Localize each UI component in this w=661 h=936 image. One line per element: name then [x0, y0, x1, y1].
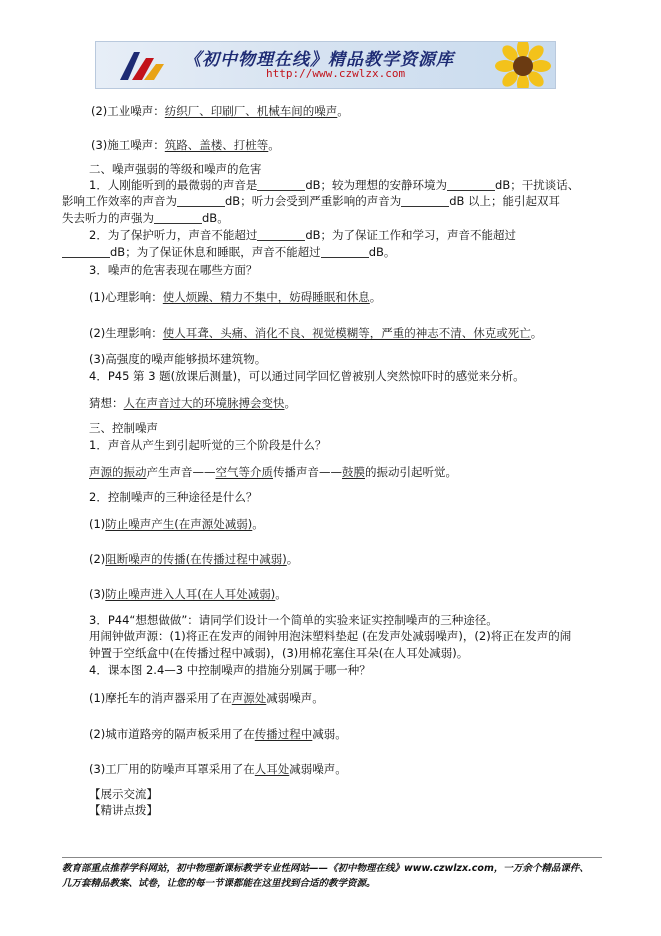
way2-line	[89, 551, 298, 567]
psy-end: 。	[369, 290, 382, 304]
guess-label: 猜想：	[89, 396, 124, 410]
way3-answer: 防止噪声进入人耳(在人耳处减弱)	[105, 587, 276, 601]
way1-pre: (1)	[89, 517, 106, 531]
way1-line	[89, 516, 264, 532]
c1-text-f: 的振动引起听觉。	[365, 465, 457, 479]
q1-text-e: dB；听力会受到严重影响的声音为	[225, 194, 402, 208]
measure1-text-a: (1)摩托车的消声器采用了在	[89, 691, 232, 705]
guess-answer: 人在声音过大的环境脉搏会变快	[123, 396, 285, 410]
q3-question: 3．噪声的危害表现在哪些方面？	[89, 263, 258, 277]
q4-line: 4．P45 第 3 题(放课后测量)，可以通过同学回忆曾被别人突然惊吓时的感觉来分析。	[89, 369, 525, 383]
q1-text-c: dB；干扰谈话、	[495, 178, 580, 192]
q2-line2	[62, 244, 395, 260]
logo-icon	[116, 46, 168, 84]
industrial-noise-line	[91, 103, 349, 119]
measure3-answer: 人耳处	[254, 762, 290, 776]
q2-text-a: 2．为了保护听力，声音不能超过	[89, 228, 258, 242]
q1-line1	[89, 177, 579, 193]
construction-noise-line	[91, 137, 280, 153]
q2-text-c: dB；为了保证休息和睡眠，声音不能超过	[110, 245, 321, 259]
q2-blank-2	[62, 245, 110, 258]
q2-text-d: dB。	[368, 245, 396, 259]
c2-question: 2．控制噪声的三种途径是什么？	[89, 490, 258, 504]
q1-text-f: dB 以上；能引起双耳	[449, 194, 561, 208]
banner-url[interactable]: http://www.czwlzx.com	[266, 67, 406, 80]
lecture-heading: 【精讲点拨】	[89, 803, 158, 817]
section3-title: 三、控制噪声	[89, 421, 158, 435]
c1-answer-a: 声源的振动	[89, 465, 147, 479]
way2-pre: (2)	[89, 552, 106, 566]
q1-blank-4	[401, 194, 449, 207]
phy-label: (2)生理影响：	[89, 326, 163, 340]
q1-text-d: 影响工作效率的声音为	[62, 194, 177, 208]
guess-end: 。	[284, 396, 296, 410]
q1-text-g: 失去听力的声强为	[62, 211, 154, 225]
c3-answer-line2: 钟置于空纸盒中(在传播过程中减弱)，(3)用棉花塞住耳朵(在人耳处减弱)。	[89, 646, 469, 660]
phy-end: 。	[530, 326, 543, 340]
measure2-text-a: (2)城市道路旁的隔声板采用了在	[89, 727, 255, 741]
measure1-answer: 声源处	[231, 691, 267, 705]
measure1-text-b: 减弱噪声。	[266, 691, 324, 705]
q1-blank-2	[447, 178, 495, 191]
psy-answer: 使人烦躁、精力不集中，妨碍睡眠和休息	[162, 290, 370, 304]
measure3-line	[89, 761, 347, 777]
header-banner	[95, 41, 556, 89]
q2-blank-3	[321, 245, 369, 258]
q2-blank-1	[257, 228, 305, 241]
footer-divider	[62, 857, 602, 858]
q1-text-a: 1．人刚能听到的最微弱的声音是	[89, 178, 258, 192]
measure3-text-b: 减弱噪声。	[289, 762, 347, 776]
footer-line1: 教育部重点推荐学科网站，初中物理新课标教学专业性网站——《初中物理在线》www.czwlzx.com，一万余个精品课件、	[62, 863, 589, 874]
measure2-line	[89, 726, 347, 742]
banner-title: 《初中物理在线》精品教学资源库	[184, 50, 454, 70]
construction-end: 。	[268, 138, 280, 152]
measure3-text-a: (3)工厂用的防噪声耳罩采用了在	[89, 762, 255, 776]
way3-line	[89, 586, 287, 602]
q1-line2	[62, 193, 560, 209]
q1-text-b: dB；较为理想的安静环境为	[305, 178, 448, 192]
c3-answer-line1: 用闹钟做声源：(1)将正在发声的闹钟用泡沫塑料垫起 (在发声处减弱噪声)，(2)将正在发声的闹	[89, 629, 572, 643]
measure2-answer: 传播过程中	[254, 727, 313, 741]
c1-answer-line	[89, 464, 457, 480]
c1-question: 1．声音从产生到引起听觉的三个阶段是什么？	[89, 438, 327, 452]
physiological-line	[89, 325, 542, 341]
way3-pre: (3)	[89, 587, 106, 601]
c3-question: 3．P44“想想做做”：请同学们设计一个简单的实验来证实控制噪声的三种途径。	[89, 613, 498, 627]
measure1-line	[89, 690, 324, 706]
guess-line	[89, 395, 296, 411]
c4-question: 4．课本图 2.4—3 中控制噪声的措施分别属于哪一种？	[89, 663, 371, 677]
q1-line3	[62, 210, 229, 226]
construction-label: (3)施工噪声：	[91, 138, 165, 152]
c1-text-b: 产生声音——	[146, 465, 216, 479]
psy-label: (1)心理影响：	[89, 290, 163, 304]
q1-text-h: dB。	[202, 211, 229, 225]
industrial-answer: 纺织厂、印刷厂、机械车间的噪声	[164, 104, 338, 118]
industrial-label: (2)工业噪声：	[91, 104, 165, 118]
footer-line2: 几万套精品教案、试卷，让您的每一节课都能在这里找到合适的教学资源。	[62, 878, 376, 889]
way2-end: 。	[286, 552, 299, 566]
section2-title: 二、噪声强弱的等级和噪声的危害	[89, 162, 262, 176]
strong-noise-line: (3)高强度的噪声能够损坏建筑物。	[89, 352, 267, 366]
way2-answer: 阻断噪声的传播(在传播过程中减弱)	[105, 552, 287, 566]
industrial-end: 。	[337, 104, 349, 118]
c1-text-d: 传播声音——	[273, 465, 342, 479]
show-exchange-heading: 【展示交流】	[89, 787, 158, 801]
way3-end: 。	[275, 587, 287, 601]
q1-blank-5	[154, 211, 202, 224]
construction-answer: 筑路、盖楼、打桩等	[164, 138, 269, 152]
way1-answer: 防止噪声产生(在声源处减弱)	[105, 517, 253, 531]
sunflower-icon	[493, 41, 553, 89]
c1-answer-c: 空气等介质	[215, 465, 273, 479]
way1-end: 。	[252, 517, 264, 531]
measure2-text-b: 减弱。	[312, 727, 347, 741]
c1-answer-e: 鼓膜	[342, 465, 365, 479]
q1-blank-1	[257, 178, 305, 191]
psychological-line	[89, 289, 381, 305]
phy-answer: 使人耳聋、头痛、消化不良、视觉模糊等，严重的神志不清、休克或死亡	[162, 326, 531, 340]
q1-blank-3	[177, 194, 225, 207]
q2-text-b: dB；为了保证工作和学习，声音不能超过	[305, 228, 517, 242]
q2-line1	[89, 227, 516, 243]
